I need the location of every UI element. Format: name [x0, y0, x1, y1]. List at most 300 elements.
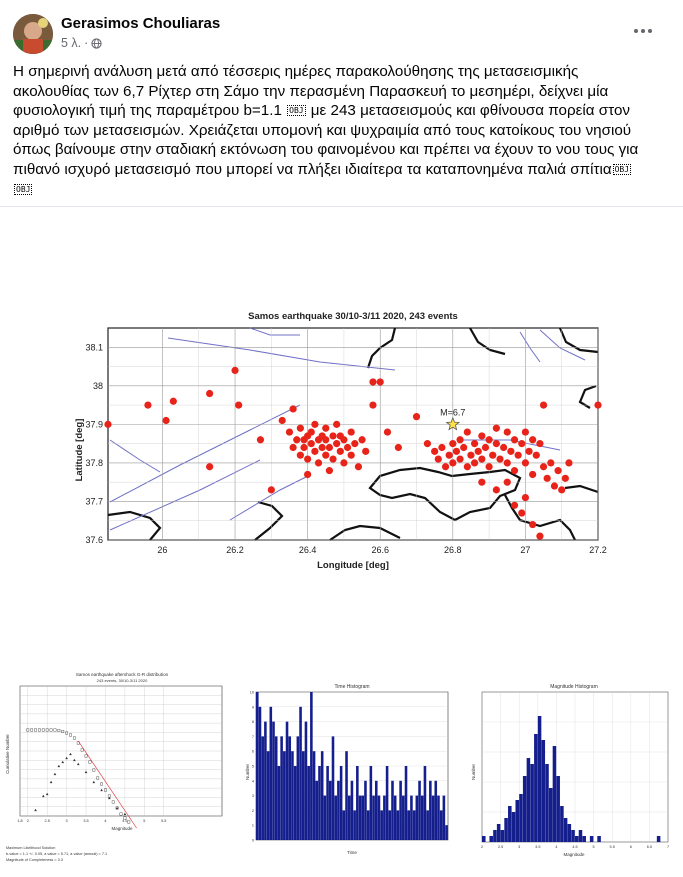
aftershock-point [504, 428, 511, 435]
aftershock-point [475, 448, 482, 455]
mag-bar [501, 830, 505, 842]
aftershock-point [511, 467, 518, 474]
aftershock-point [489, 452, 496, 459]
aftershock-point [460, 444, 467, 451]
gr-footer-line: b-value = 1.1 +/- 0.05, a value = 5.71, a value (annual) = 7.1 [6, 852, 108, 856]
time-bar [434, 781, 437, 840]
obj-placeholder: OBJ [16, 184, 31, 194]
aftershock-point [340, 459, 347, 466]
aftershock-point [348, 452, 355, 459]
aftershock-point [486, 463, 493, 470]
gr-plot-area [17, 686, 222, 828]
gr-x-tick-label: 3 [65, 819, 68, 823]
time-bar [345, 751, 348, 840]
mag-bar [575, 836, 579, 842]
mag-x-tick-label: 3.5 [535, 845, 541, 849]
time-histogram [245, 684, 448, 855]
more-dot-icon [648, 29, 652, 33]
mag-bar [657, 836, 661, 842]
time-bar [413, 810, 416, 840]
aftershock-point [257, 436, 264, 443]
aftershock-point [290, 405, 297, 412]
time-bar [280, 736, 283, 840]
aftershock-point [522, 459, 529, 466]
mag-bar [534, 734, 538, 842]
time-y-tick-label: 8 [251, 720, 254, 725]
aftershock-point [533, 452, 540, 459]
map-x-tick-label: 26.6 [371, 545, 389, 555]
aftershock-point [507, 448, 514, 455]
aftershock-point [369, 378, 376, 385]
map-y-tick-label: 37.9 [85, 419, 103, 430]
time-bar [429, 781, 432, 840]
post-header [0, 0, 683, 60]
aftershock-point [384, 428, 391, 435]
time-bar [313, 751, 316, 840]
time-bar [259, 707, 262, 840]
time-bar [424, 766, 427, 840]
time-bar [380, 810, 383, 840]
mag-bar [527, 758, 531, 842]
aftershock-point [322, 425, 329, 432]
mag-x-tick-label: 5.5 [609, 845, 615, 849]
post-text-line: Η σημερινή ανάλυση μετά από τέσσερις ημέρες παρακολούθησης της μετασεισμικής [13, 63, 579, 80]
time-bar [383, 796, 386, 840]
avatar-image [13, 14, 53, 54]
aftershock-point [540, 401, 547, 408]
mag-x-tick-label: 6.5 [646, 845, 653, 849]
aftershock-point [464, 463, 471, 470]
mag-bar [482, 836, 486, 842]
aftershock-point [525, 448, 532, 455]
map-ylabel: Latitude [deg] [74, 418, 85, 482]
aftershock-point [286, 428, 293, 435]
time-y-tick-label: 6 [251, 749, 254, 754]
aftershock-point [547, 459, 554, 466]
time-bar [348, 796, 351, 840]
aftershock-point [333, 421, 340, 428]
aftershock-point [511, 436, 518, 443]
gr-xlabel: Magnitude [111, 826, 133, 831]
seismicity-map-figure[interactable] [0, 290, 683, 580]
magnitude-histogram [471, 684, 669, 857]
mag-bar [597, 836, 601, 842]
aftershock-point [435, 455, 442, 462]
aftershock-point [424, 440, 431, 447]
time-hist-xlabel: Time [347, 850, 357, 855]
aftershock-point [333, 440, 340, 447]
time-bar [367, 810, 370, 840]
aftershock-point [540, 463, 547, 470]
author-avatar[interactable] [13, 14, 53, 54]
bottom-figures[interactable] [0, 662, 683, 877]
aftershock-point [442, 463, 449, 470]
time-bar [302, 751, 305, 840]
gr-footer-line: Magnitude of Completeness = 3.3 [6, 858, 63, 862]
obj-placeholder-icon: OBJ [614, 164, 630, 174]
time-bar [405, 766, 408, 840]
time-bar [321, 751, 324, 840]
time-bar [324, 796, 327, 840]
mag-x-tick-label: 3 [518, 845, 521, 849]
aftershock-point [431, 448, 438, 455]
aftershock-point [471, 459, 478, 466]
time-bar [297, 736, 300, 840]
time-bar [272, 722, 275, 840]
aftershock-point [478, 479, 485, 486]
aftershock-point [290, 444, 297, 451]
aftershock-point [297, 452, 304, 459]
aftershock-point [551, 482, 558, 489]
aftershock-point [478, 432, 485, 439]
aftershock-point [446, 452, 453, 459]
map-xlabel: Longitude [deg] [317, 560, 389, 571]
time-bar [443, 796, 446, 840]
aftershock-point [348, 428, 355, 435]
post-text-line [13, 160, 668, 180]
aftershock-point [326, 467, 333, 474]
aftershock-point [515, 452, 522, 459]
aftershock-point [554, 467, 561, 474]
aftershock-point [293, 436, 300, 443]
mag-bar [519, 794, 523, 842]
map-x-tick-label: 27 [520, 545, 531, 555]
gr-cumulative-point [128, 821, 130, 823]
aftershock-point [206, 463, 213, 470]
post-text-line: όπως βαίνουμε στην σταδιακή εκτόνωση του φαινομένου και πρέπει να έχουν το νου τους για [13, 141, 639, 159]
gr-title: Samos earthquake aftershock G-R distribution [75, 672, 169, 677]
time-bar [353, 810, 356, 840]
time-bar [378, 796, 381, 840]
mag-bar [579, 830, 583, 842]
time-bar [343, 810, 346, 840]
mag-bar [515, 800, 519, 842]
aftershock-point [322, 452, 329, 459]
time-bar [310, 692, 313, 840]
post-text-line [13, 101, 668, 121]
time-bar [426, 810, 429, 840]
post-time[interactable]: 5 λ. [61, 36, 82, 50]
meta-separator: · [84, 36, 89, 50]
mag-bar [568, 824, 572, 842]
aftershock-point [268, 486, 275, 493]
mag-bar [545, 764, 549, 842]
aftershock-point [493, 486, 500, 493]
mag-bar [508, 806, 512, 842]
aftershock-point [558, 486, 565, 493]
mag-x-tick-label: 2.5 [497, 845, 504, 849]
more-dot-icon [641, 29, 645, 33]
time-bar [286, 722, 289, 840]
mag-x-tick-label: 5 [592, 845, 595, 849]
mag-bar [512, 812, 516, 842]
aftershock-point [504, 479, 511, 486]
author-name[interactable]: Gerasimos Chouliaras [61, 15, 221, 32]
time-bar [337, 781, 340, 840]
aftershock-point [511, 502, 518, 509]
aftershock-point [337, 448, 344, 455]
time-bar [440, 810, 443, 840]
aftershock-point [162, 417, 169, 424]
aftershock-point [518, 440, 525, 447]
aftershock-point [206, 390, 213, 397]
gr-x-tick-label: 4 [104, 819, 107, 823]
time-hist-title: Time Histogram [334, 684, 370, 690]
time-bar [432, 796, 435, 840]
time-y-tick-label: 5 [251, 764, 254, 769]
aftershock-point [315, 459, 322, 466]
aftershock-point [453, 448, 460, 455]
time-bar [326, 766, 329, 840]
time-bar [399, 781, 402, 840]
time-bar [391, 781, 394, 840]
aftershock-point [478, 455, 485, 462]
aftershock-point [471, 440, 478, 447]
time-bar [410, 796, 413, 840]
content-divider [0, 206, 683, 207]
time-y-tick-label: 7 [251, 734, 254, 739]
time-y-tick-label: 9 [251, 705, 254, 710]
time-bar [318, 766, 321, 840]
map-y-tick-label: 38 [92, 380, 103, 391]
mag-bar [523, 776, 527, 842]
mag-bar [556, 776, 560, 842]
time-bar [299, 707, 302, 840]
aftershock-point [297, 425, 304, 432]
aftershock-point [496, 455, 503, 462]
map-y-tick-label: 37.6 [85, 535, 103, 545]
mainshock-label: M=6.7 [440, 407, 466, 418]
aftershock-point [362, 448, 369, 455]
time-bar [407, 810, 410, 840]
mag-bar [560, 806, 564, 842]
mag-bar [497, 824, 501, 842]
post-meta [61, 36, 102, 50]
mag-plot-area [481, 692, 669, 849]
aftershock-point [308, 440, 315, 447]
gr-x-tick-label: 3.5 [83, 819, 89, 823]
aftershock-point [529, 521, 536, 528]
aftershock-point [464, 428, 471, 435]
aftershock-point [467, 452, 474, 459]
more-dot-icon [634, 29, 638, 33]
aftershock-point [456, 455, 463, 462]
obj-placeholder-icon: OBJ [289, 106, 304, 116]
gr-ylabel: Cumulative Number [5, 734, 10, 774]
time-bar [370, 766, 373, 840]
aftershock-point [413, 413, 420, 420]
mag-bar [553, 746, 557, 842]
aftershock-point [319, 444, 326, 451]
aftershock-point [486, 436, 493, 443]
gr-x-tick-label: 5.5 [161, 819, 167, 823]
aftershock-point [395, 444, 402, 451]
aftershock-point [308, 428, 315, 435]
mag-x-tick-label: 4 [555, 845, 558, 849]
time-y-tick-label: 10 [249, 690, 254, 695]
aftershock-point [504, 459, 511, 466]
gr-subtitle: 243 events, 30/10-3/11 2020 [96, 678, 148, 683]
time-bar [402, 796, 405, 840]
time-bar [334, 796, 337, 840]
time-bar [278, 766, 281, 840]
aftershock-point [329, 432, 336, 439]
time-bar [291, 751, 294, 840]
time-bar [375, 781, 378, 840]
aftershock-point [311, 448, 318, 455]
time-bar [288, 736, 291, 840]
post-text-part: φυσιολογική τιμή της παραμέτρου b=1.1 [13, 102, 287, 120]
aftershock-point [340, 436, 347, 443]
map-title: Samos earthquake 30/10-3/11 2020, 243 events [248, 311, 458, 322]
gr-x-tick-label: 5 [143, 819, 146, 823]
time-bar [445, 825, 448, 840]
time-bar [361, 796, 364, 840]
map-x-tick-label: 26.4 [298, 545, 317, 555]
aftershock-point [304, 471, 311, 478]
post-text-part: με 243 μετασεισμούς και φθίνουσα πορεία στον [306, 102, 630, 120]
map-x-tick-label: 26.2 [226, 545, 244, 555]
aftershock-point [377, 378, 384, 385]
aftershock-point [279, 417, 286, 424]
aftershock-point [322, 436, 329, 443]
map-y-tick-label: 37.8 [85, 457, 103, 468]
more-options-button[interactable] [628, 20, 658, 42]
aftershock-point [144, 401, 151, 408]
time-bar [340, 766, 343, 840]
mag-x-tick-label: 6 [629, 845, 632, 849]
mag-x-tick-label: 7 [666, 845, 670, 849]
aftershock-point [329, 455, 336, 462]
aftershock-point [369, 401, 376, 408]
aftershock-point [231, 367, 238, 374]
mag-x-tick-label: 4.5 [572, 845, 578, 849]
time-bar [261, 736, 264, 840]
time-y-tick-label: 2 [251, 808, 254, 813]
aftershock-point [438, 444, 445, 451]
gr-x-tick-label: 4.5 [122, 819, 128, 823]
post-text [13, 62, 668, 199]
aftershock-point [344, 444, 351, 451]
aftershock-point [522, 494, 529, 501]
aftershock-point [449, 459, 456, 466]
time-bar [389, 810, 392, 840]
aftershock-point [170, 398, 177, 405]
time-bar [416, 796, 419, 840]
aftershock-point [529, 471, 536, 478]
map-x-tick-label: 27.2 [589, 545, 607, 555]
mag-bar [538, 716, 542, 842]
time-y-tick-label: 1 [251, 823, 254, 828]
time-bar [275, 736, 278, 840]
mag-bar [549, 788, 553, 842]
aftershock-point [536, 440, 543, 447]
post-text-line: ακολουθίας των 6,7 Ρίχτερ στη Σάμο την περασμένη Παρασκευή το μεσημέρι, δείχνει μία [13, 82, 609, 100]
time-bar [267, 751, 270, 840]
aftershock-point [351, 440, 358, 447]
time-hist-ylabel: Number [245, 763, 250, 781]
aftershock-point [500, 444, 507, 451]
aftershock-point [493, 425, 500, 432]
map-x-tick-label: 26 [157, 545, 168, 555]
time-bar [397, 810, 400, 840]
gr-x-tick-label: 2 [26, 819, 29, 823]
aftershock-point [522, 428, 529, 435]
aftershock-point [594, 401, 601, 408]
mag-bar [571, 830, 575, 842]
aftershock-point [456, 436, 463, 443]
time-bar [394, 796, 397, 840]
map-plot-area [85, 328, 606, 555]
time-bar [372, 796, 375, 840]
time-y-tick-label: 0 [251, 838, 254, 843]
time-bar [270, 707, 273, 840]
mag-bar [489, 836, 493, 842]
mag-bar [542, 740, 546, 842]
gr-x-tick-label: 2.5 [44, 819, 50, 823]
aftershock-point [355, 463, 362, 470]
map-x-tick-label: 26.8 [444, 545, 462, 555]
gr-x-tick-label: 1.8 [17, 819, 23, 823]
mag-x-tick-label: 2 [480, 845, 484, 849]
aftershock-point [536, 533, 543, 540]
map-y-tick-label: 37.7 [85, 496, 103, 507]
aftershock-point [529, 436, 536, 443]
time-bar [294, 766, 297, 840]
time-bar [305, 722, 308, 840]
time-bar [351, 781, 354, 840]
time-bar [329, 781, 332, 840]
aftershock-point [482, 444, 489, 451]
aftershock-point [104, 421, 111, 428]
time-bar [356, 766, 359, 840]
globe-icon [91, 38, 102, 49]
aftershock-point [565, 459, 572, 466]
mag-bar [564, 818, 568, 842]
time-bar [264, 722, 267, 840]
time-bar [315, 781, 318, 840]
map-y-tick-label: 38.1 [85, 342, 103, 353]
mag-bar [590, 836, 594, 842]
time-bar [364, 781, 367, 840]
aftershock-point [518, 509, 525, 516]
mag-bar [493, 830, 497, 842]
time-bar [307, 766, 310, 840]
aftershock-point [235, 401, 242, 408]
time-bar [359, 796, 362, 840]
aftershock-point [562, 475, 569, 482]
time-bar [332, 736, 335, 840]
gr-footer-line: Maximum Likelihood Solution [6, 846, 56, 850]
time-bar [386, 766, 389, 840]
time-y-tick-label: 4 [251, 779, 254, 784]
post-text-line: αριθμό των μετασεισμών. Χρειάζεται υπομονή και ψυχραιμία από τους κατοίκους του νησιού [13, 121, 632, 139]
time-bar [256, 692, 259, 840]
mag-bar [530, 764, 534, 842]
mag-hist-title: Magnitude Histogram [550, 684, 598, 690]
time-bar [418, 781, 421, 840]
time-bar [437, 796, 440, 840]
aftershock-point [304, 455, 311, 462]
post-text-line [13, 180, 668, 200]
time-y-tick-label: 3 [251, 794, 254, 799]
aftershock-point [449, 440, 456, 447]
mag-hist-ylabel: Number [471, 763, 476, 781]
aftershock-point [358, 436, 365, 443]
mag-bar [582, 836, 586, 842]
gr-plot [5, 672, 222, 862]
aftershock-point [300, 444, 307, 451]
